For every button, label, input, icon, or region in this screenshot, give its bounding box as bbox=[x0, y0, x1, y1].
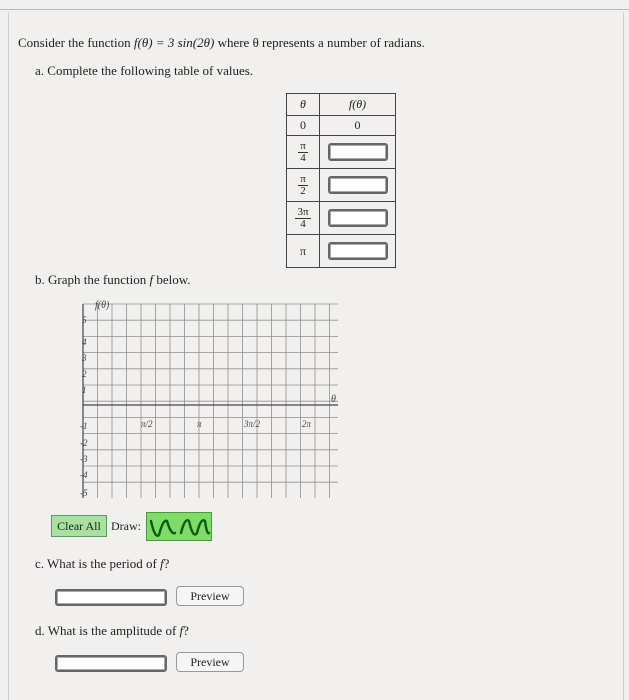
part-d-label bbox=[35, 623, 189, 639]
theta-cell bbox=[287, 136, 320, 169]
part-d-suffix: ? bbox=[183, 623, 189, 638]
answer-input-3pi-4[interactable] bbox=[328, 209, 388, 227]
theta-numerator: π bbox=[300, 172, 306, 185]
part-c-var: f bbox=[160, 556, 164, 571]
y-tick-label: -4 bbox=[80, 470, 88, 480]
x-tick-label: 2π bbox=[302, 419, 312, 429]
answer-input-pi[interactable] bbox=[328, 242, 388, 260]
x-axis-label: θ bbox=[331, 394, 336, 405]
table-row bbox=[287, 116, 396, 136]
theta-denominator: 4 bbox=[300, 151, 306, 164]
x-tick-label: 3π/2 bbox=[244, 419, 261, 429]
answer-input-pi-2[interactable] bbox=[328, 176, 388, 194]
y-tick-label: 2 bbox=[82, 369, 87, 379]
y-tick-label: -3 bbox=[80, 454, 88, 464]
intro-prefix: Consider the function bbox=[18, 35, 134, 50]
table-row bbox=[287, 202, 396, 235]
y-tick-label: 1 bbox=[82, 385, 87, 395]
theta-cell: π bbox=[287, 235, 320, 268]
x-tick-label: π bbox=[197, 419, 202, 429]
theta-denominator: 2 bbox=[300, 184, 306, 197]
period-answer-input[interactable] bbox=[55, 589, 167, 606]
draw-label: Draw: bbox=[111, 519, 141, 533]
values-table bbox=[286, 93, 396, 268]
y-tick-label: -5 bbox=[80, 488, 88, 498]
part-b-label bbox=[35, 272, 191, 288]
value-cell bbox=[320, 202, 396, 235]
theta-cell bbox=[287, 202, 320, 235]
sine-wave-icon bbox=[147, 513, 213, 542]
graph-area[interactable] bbox=[55, 298, 340, 500]
table-row bbox=[287, 136, 396, 169]
theta-numerator: 3π bbox=[297, 205, 309, 218]
theta-cell: 0 bbox=[287, 116, 320, 136]
graph-grid[interactable] bbox=[55, 298, 340, 500]
part-b-prefix: b. Graph the function bbox=[35, 272, 150, 287]
part-d-prefix: d. What is the amplitude of bbox=[35, 623, 180, 638]
part-c-suffix: ? bbox=[163, 556, 170, 571]
part-d-var: f bbox=[179, 623, 184, 638]
theta-numerator: π bbox=[300, 139, 306, 152]
period-preview-button[interactable]: Preview bbox=[176, 586, 244, 606]
value-cell bbox=[320, 169, 396, 202]
amplitude-preview-button[interactable]: Preview bbox=[176, 652, 244, 672]
y-tick-label: 5 bbox=[82, 315, 87, 325]
y-tick-label: -2 bbox=[80, 438, 88, 448]
part-b-var: f bbox=[149, 272, 154, 287]
question-intro bbox=[18, 35, 425, 51]
y-axis-label: f(θ) bbox=[95, 300, 110, 311]
part-a-label: a. Complete the following table of values. bbox=[35, 63, 254, 78]
value-cell bbox=[320, 136, 396, 169]
part-b-suffix: below. bbox=[153, 272, 191, 287]
part-c-label bbox=[35, 556, 169, 572]
part-c-prefix: c. What is the period of bbox=[35, 556, 161, 571]
y-tick-label: 3 bbox=[82, 353, 87, 363]
table-header-theta: θ bbox=[287, 94, 320, 116]
top-divider bbox=[0, 9, 629, 10]
theta-denominator: 4 bbox=[300, 217, 306, 230]
value-cell: 0 bbox=[320, 116, 396, 136]
sine-draw-tool-button[interactable] bbox=[146, 512, 212, 541]
amplitude-answer-input[interactable] bbox=[55, 655, 167, 672]
function-definition: f(θ) = 3 sin(2θ) bbox=[133, 35, 215, 50]
y-tick-label: 4 bbox=[82, 337, 87, 347]
theta-cell bbox=[287, 169, 320, 202]
table-header-f: f(θ) bbox=[320, 94, 396, 116]
value-cell bbox=[320, 235, 396, 268]
table-row bbox=[287, 169, 396, 202]
y-tick-label: -1 bbox=[80, 421, 88, 431]
clear-all-button[interactable]: Clear All bbox=[51, 515, 107, 537]
table-row bbox=[287, 235, 396, 268]
intro-suffix: where θ represents a number of radians. bbox=[214, 35, 425, 50]
answer-input-pi-4[interactable] bbox=[328, 143, 388, 161]
x-tick-label: π/2 bbox=[141, 419, 153, 429]
